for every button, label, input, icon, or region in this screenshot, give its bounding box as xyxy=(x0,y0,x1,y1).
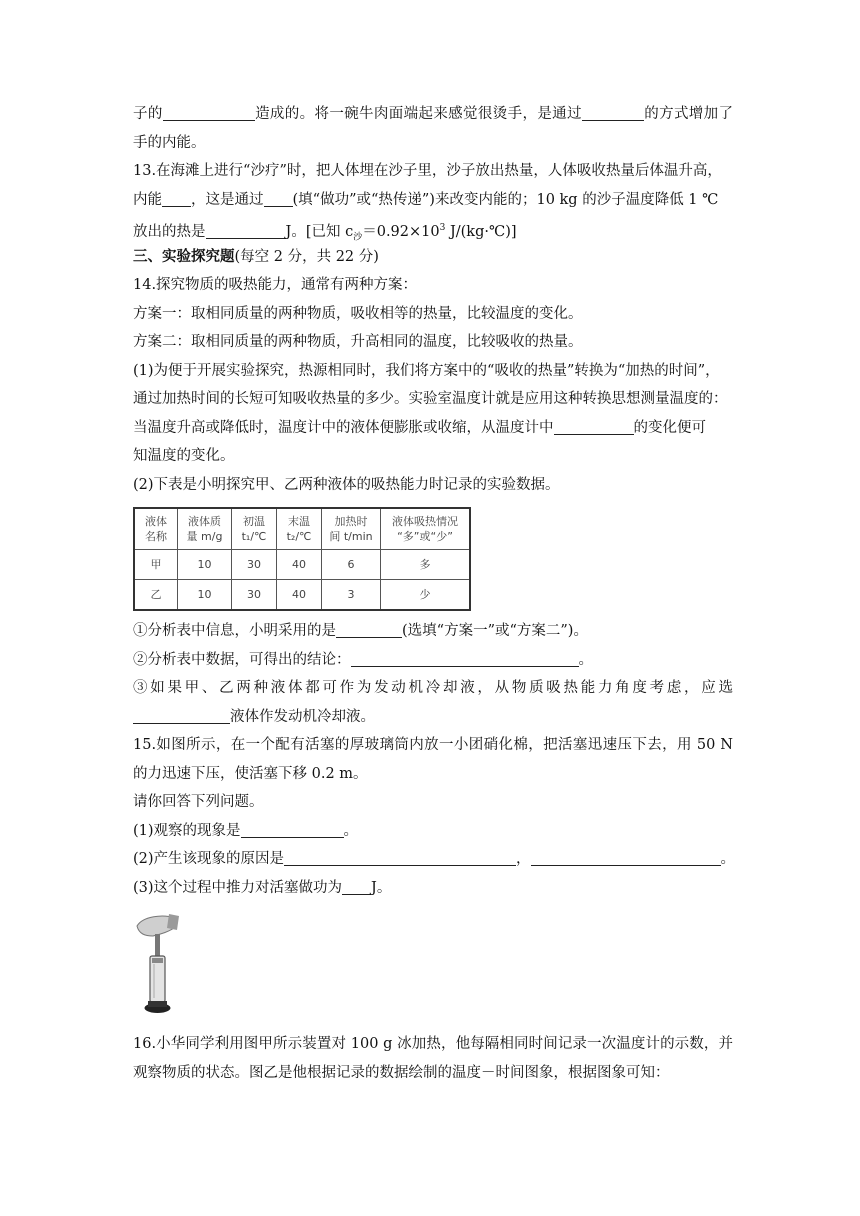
text: 内能 xyxy=(133,191,162,208)
text: ，这是通过 xyxy=(191,191,264,208)
q15-line-2: 的力迅速下压，使活塞下移 0.2 m。 xyxy=(133,765,368,782)
text: 。 xyxy=(578,651,593,668)
text: 造成的。将一碗牛肉面端起来感觉很烫手，是通过 xyxy=(254,106,582,122)
text: 液体作发动机冷却液。 xyxy=(230,708,375,725)
table-cell: 6 xyxy=(322,550,381,580)
q14-part1-line-3 xyxy=(133,414,733,443)
q12-line-1 xyxy=(133,100,733,129)
section-3-heading xyxy=(133,243,733,272)
header-text: 液体质 xyxy=(188,515,221,528)
text: J/(kg·℃)] xyxy=(445,223,517,240)
table-cell: 30 xyxy=(232,550,277,580)
table-cell: 10 xyxy=(178,580,232,611)
q15-line-1: 15.如图所示，在一个配有活塞的厚玻璃筒内放一小团硝化棉，把活塞迅速压下去，用 50 N xyxy=(133,737,733,753)
table-cell: 3 xyxy=(322,580,381,611)
text: 。 xyxy=(720,851,736,867)
table-header-cell xyxy=(322,508,381,550)
table-cell: 30 xyxy=(232,580,277,611)
text: ①分析表中信息，小明采用的是 xyxy=(133,623,336,639)
answer-blank[interactable] xyxy=(206,222,286,239)
table-header-cell xyxy=(381,508,471,550)
exam-page xyxy=(133,100,736,1087)
header-text: 名称 xyxy=(145,530,167,543)
superscript: 3 xyxy=(439,223,446,233)
text: (3)这个过程中推力对活塞做功为 xyxy=(133,879,343,896)
piston-illustration xyxy=(133,912,183,1016)
text: 的方式增加了 xyxy=(643,106,734,122)
q14-part1-line-1: (1)为便于开展实验探究，热源相同时，我们将方案中的“吸收的热量”转换为“加热的时间”， xyxy=(133,362,720,379)
q13-line-2 xyxy=(133,186,733,215)
plan-1: 方案一：取相同质量的两种物质，吸收相等的热量，比较温度的变化。 xyxy=(133,305,583,322)
data-table-wrapper xyxy=(133,507,733,611)
table-cell: 甲 xyxy=(134,550,178,580)
table-cell: 多 xyxy=(381,550,471,580)
text: 的变化便可 xyxy=(633,419,706,436)
header-text: 加热时 xyxy=(334,515,368,528)
q14-sub-2 xyxy=(133,646,733,675)
q15-sub-3 xyxy=(133,874,733,903)
table-header-cell xyxy=(178,508,232,550)
q15-sub-2 xyxy=(133,845,736,874)
plan-2: 方案二：取相同质量的两种物质，升高相同的温度，比较吸收的热量。 xyxy=(133,334,583,350)
answer-blank[interactable] xyxy=(336,621,402,638)
answer-blank[interactable] xyxy=(582,104,644,121)
section-title: 三、实验探究题 xyxy=(133,247,235,265)
text: 放出的热是 xyxy=(133,223,206,240)
q14-part1-line-4: 知温度的变化。 xyxy=(133,448,235,464)
table-header-cell xyxy=(277,508,322,550)
table-header-cell xyxy=(134,508,178,550)
header-text: 间 t/min xyxy=(329,530,373,543)
answer-blank[interactable] xyxy=(241,821,344,838)
section-note: (每空 2 分，共 22 分) xyxy=(234,248,379,265)
q13-line-3 xyxy=(133,214,733,243)
q14-sub-3-line-1: ③如果甲、乙两种液体都可作为发动机冷却液，从物质吸热能力角度考虑，应选 xyxy=(133,680,733,696)
q14-sub-3-line-2 xyxy=(133,703,733,732)
header-text: 初温 xyxy=(243,515,265,528)
table-cell: 40 xyxy=(277,550,322,580)
table-header-row xyxy=(134,508,470,550)
text: (1)观察的现象是 xyxy=(133,822,241,839)
answer-blank[interactable] xyxy=(554,418,634,435)
q14-part2: (2)下表是小明探究甲、乙两种液体的吸热能力时记录的实验数据。 xyxy=(133,476,560,493)
answer-blank[interactable] xyxy=(284,849,516,866)
q14-stem: 14.探究物质的吸热能力，通常有两种方案： xyxy=(133,277,418,293)
header-text: 液体 xyxy=(145,515,167,528)
q14-part1-line-2: 通过加热时间的长短可知吸收热量的多少。实验室温度计就是应用这种转换思想测量温度的： xyxy=(133,391,728,407)
header-text: 液体吸热情况 xyxy=(392,515,458,528)
answer-blank[interactable] xyxy=(162,190,191,207)
table-cell: 少 xyxy=(381,580,471,611)
header-text: 末温 xyxy=(288,515,310,528)
text: J。[已知 c xyxy=(285,223,354,240)
q16-line-2: 观察物质的状态。图乙是他根据记录的数据绘制的温度－时间图象，根据图象可知： xyxy=(133,1064,670,1081)
text: (选填“方案一”或“方案二”)。 xyxy=(402,623,588,639)
q15-sub-1 xyxy=(133,817,733,846)
header-text: t₂/℃ xyxy=(286,530,312,543)
table-row xyxy=(134,550,470,580)
q15-line-3: 请你回答下列问题。 xyxy=(133,794,264,810)
table-header-cell xyxy=(232,508,277,550)
text: ， xyxy=(516,851,531,867)
text: 当温度升高或降低时，温度计中的液体便膨胀或收缩，从温度计中 xyxy=(133,419,554,436)
text: 。 xyxy=(343,822,359,839)
text: ＝0.92×10 xyxy=(362,223,440,240)
table-cell: 乙 xyxy=(134,580,178,611)
header-text: 量 m/g xyxy=(186,530,223,543)
table-row xyxy=(134,580,470,611)
text: (填“做功”或“热传递”)来改变内能的；10 kg 的沙子温度降低 1 ℃ xyxy=(292,191,719,208)
answer-blank[interactable] xyxy=(133,707,230,724)
table-cell: 40 xyxy=(277,580,322,611)
header-text: t₁/℃ xyxy=(241,530,267,543)
answer-blank[interactable] xyxy=(351,650,579,667)
q16-line-1: 16.小华同学利用图甲所示装置对 100 g 冰加热，他每隔相同时间记录一次温度计的示数，并 xyxy=(133,1036,733,1052)
answer-blank[interactable] xyxy=(342,878,371,895)
text: (2)产生该现象的原因是 xyxy=(133,851,285,867)
text: ②分析表中数据，可得出的结论： xyxy=(133,651,351,668)
q13-line-1: 13.在海滩上进行“沙疗”时，把人体埋在沙子里，沙子放出热量，人体吸收热量后体温升高， xyxy=(133,163,722,179)
piston-figure xyxy=(133,912,183,1016)
header-text: “多”或“少” xyxy=(397,530,453,543)
text: J。 xyxy=(371,879,392,896)
answer-blank[interactable] xyxy=(163,104,255,121)
q14-sub-1 xyxy=(133,617,733,646)
answer-blank[interactable] xyxy=(531,849,721,866)
subscript: 沙 xyxy=(353,232,363,243)
text: 子的 xyxy=(133,106,163,122)
data-table xyxy=(133,507,471,611)
table-cell: 10 xyxy=(178,550,232,580)
q12-line-2: 手的内能。 xyxy=(133,134,206,151)
answer-blank[interactable] xyxy=(264,190,293,207)
